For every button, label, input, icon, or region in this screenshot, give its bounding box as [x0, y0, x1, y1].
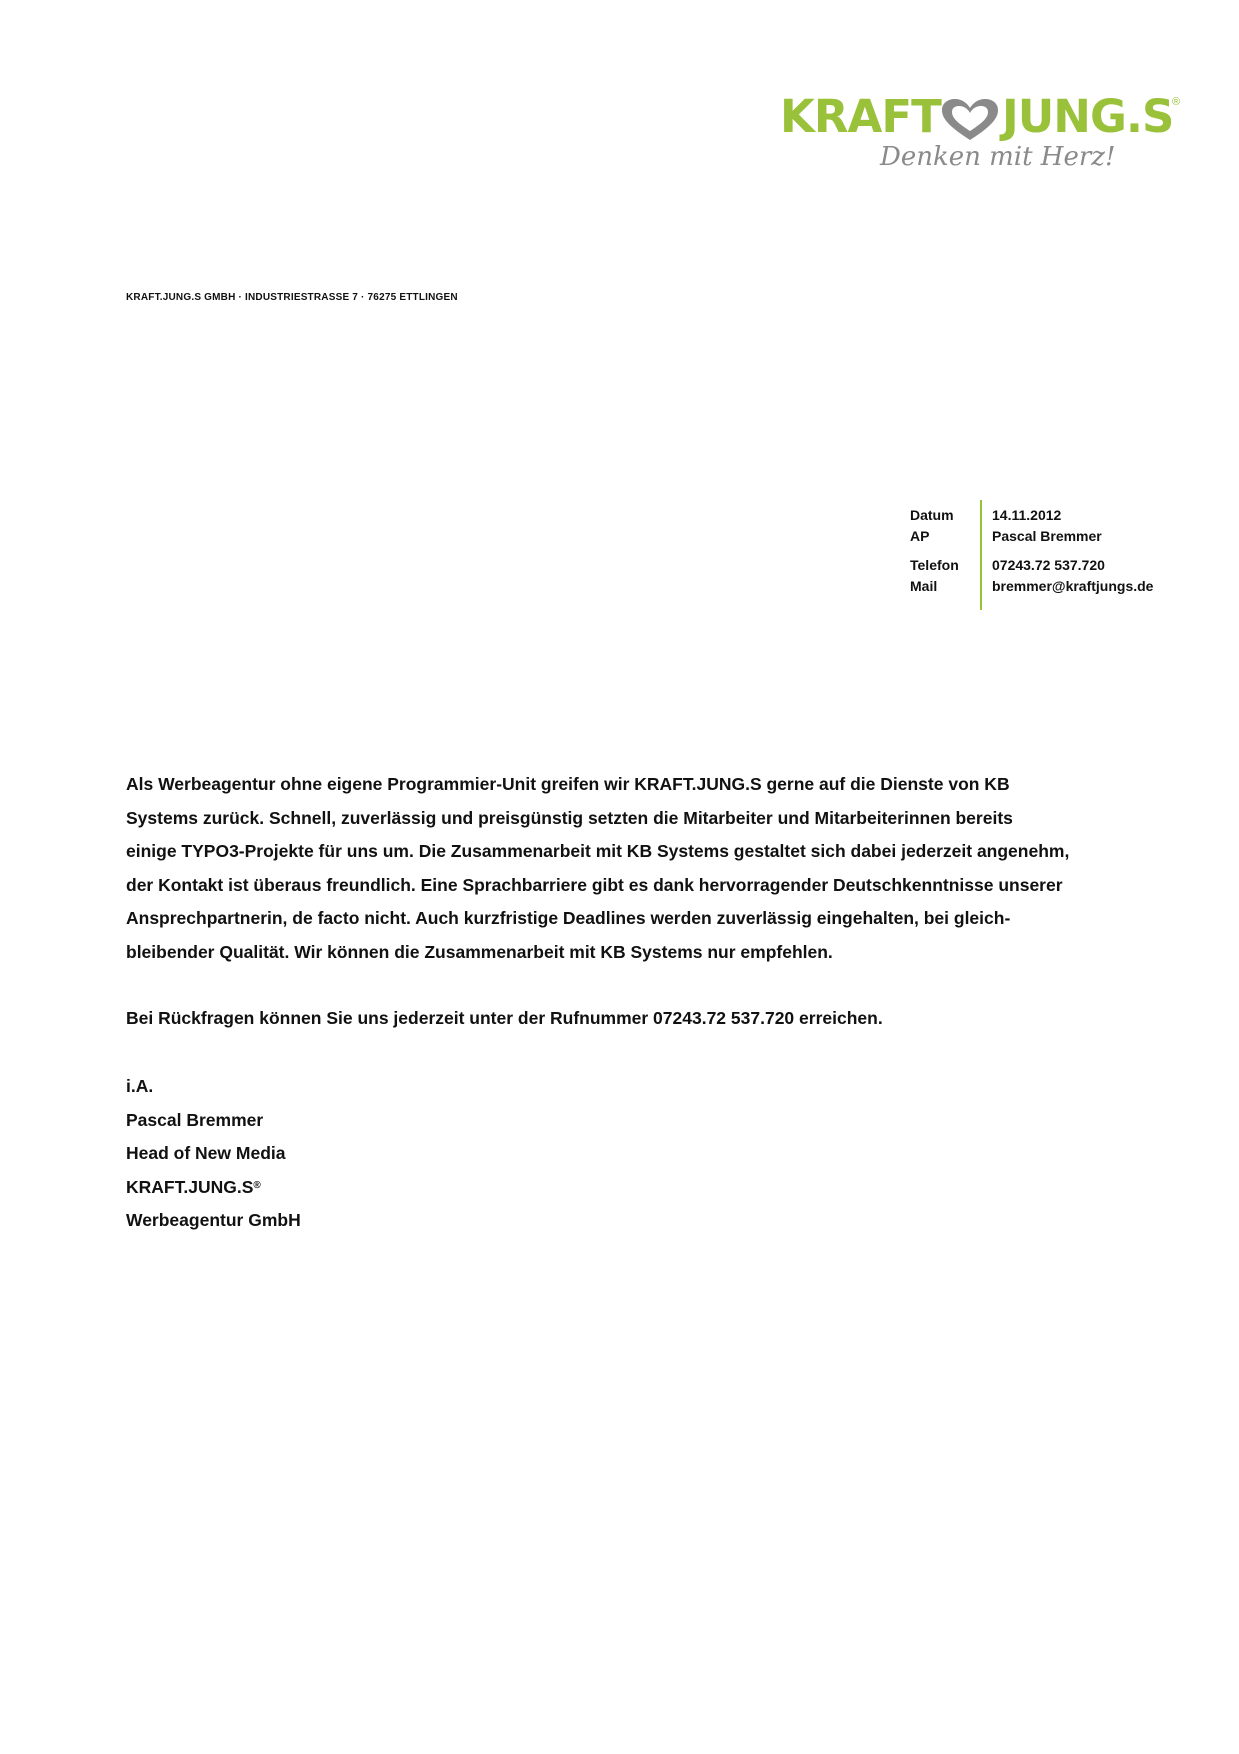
logo-word-kraft: KRAFT	[780, 90, 941, 143]
info-value: bremmer@kraftjungs.de	[992, 578, 1154, 594]
logo-registered-mark: ®	[1172, 96, 1181, 108]
signature-company	[126, 1171, 626, 1205]
signature-prefix: i.A.	[126, 1076, 154, 1096]
body-line: Ansprechpartnerin, de facto nicht. Auch kurzfristige Deadlines werden zuverlässig eingehalten, bei gleich-	[126, 908, 1011, 928]
signature-name: Pascal Bremmer	[126, 1109, 264, 1130]
info-label: Datum	[910, 507, 954, 523]
logo-word-jungs: JUNG.S	[1002, 90, 1174, 143]
signature-company-suffix: Werbeagentur GmbH	[126, 1210, 301, 1230]
letter-info-box	[910, 500, 1210, 610]
info-label: Telefon	[910, 557, 959, 573]
info-row-ap	[910, 528, 1210, 549]
heart-icon	[940, 98, 1000, 142]
info-row-telefon	[910, 557, 1210, 578]
signature-block	[126, 1070, 626, 1238]
letter-body	[126, 768, 1126, 1036]
company-logo	[780, 92, 1180, 182]
logo-slogan: Denken mit Herz!	[880, 142, 1116, 172]
info-label: AP	[910, 528, 930, 544]
info-row-mail	[910, 578, 1210, 599]
info-label: Mail	[910, 578, 938, 594]
sender-address-line: KRAFT.JUNG.S GMBH · INDUSTRIESTRASSE 7 · 76275 ETTLINGEN	[126, 292, 458, 303]
body-line: einige TYPO3-Projekte für uns um. Die Zusammenarbeit mit KB Systems gestaltet sich dabei jederzeit angenehm,	[126, 841, 1070, 861]
info-row-datum	[910, 507, 1210, 528]
info-value: 14.11.2012	[992, 507, 1062, 523]
info-value: 07243.72 537.720	[992, 557, 1105, 573]
body-line: Als Werbeagentur ohne eigene Programmier-Unit greifen wir KRAFT.JUNG.S gerne auf die Dienste von KB	[126, 774, 1010, 794]
body-paragraph-2: Bei Rückfragen können Sie uns jederzeit unter der Rufnummer 07243.72 537.720 erreichen.	[126, 1008, 883, 1028]
signature-company-name: KRAFT.JUNG.S	[126, 1176, 254, 1197]
body-line: der Kontakt ist überaus freundlich. Eine Sprachbarriere gibt es dank hervorragender Deutschkenntnisse unserer	[126, 874, 1063, 895]
signature-title: Head of New Media	[126, 1143, 286, 1163]
body-line: Systems zurück. Schnell, zuverlässig und preisgünstig setzten die Mitarbeiter und Mitarbeiterinnen bereits	[126, 807, 1013, 828]
info-value: Pascal Bremmer	[992, 528, 1102, 544]
signature-company-mark: ®	[253, 1179, 261, 1191]
body-line: bleibender Qualität. Wir können die Zusammenarbeit mit KB Systems nur empfehlen.	[126, 941, 833, 962]
body-paragraph-1	[126, 768, 1126, 969]
